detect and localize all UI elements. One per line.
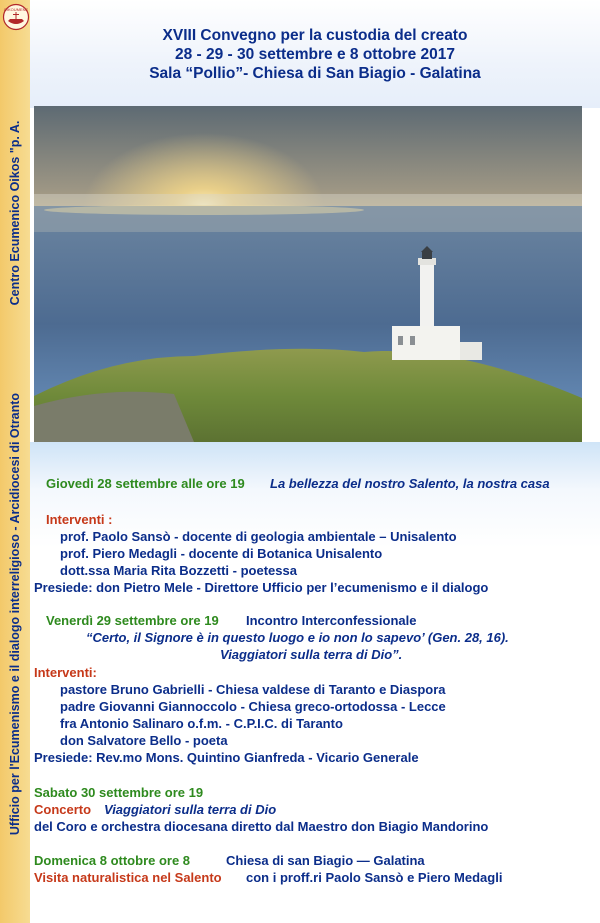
- day1-speakers-label: Interventi :: [46, 512, 113, 527]
- day3-date: Sabato 30 settembre ore 19: [34, 785, 204, 800]
- day3-detail: del Coro e orchestra diocesana diretto dal Maestro don Biagio Mandorino: [34, 819, 489, 834]
- day4-date: Domenica 8 ottobre ore 8: [34, 853, 191, 868]
- day1-date: Giovedì 28 settembre alle ore 19: [46, 476, 245, 491]
- sidebar-banner: [0, 0, 30, 923]
- day2-quote: “Certo, il Signore è in questo luogo e io non lo sapevo’ (Gen. 28, 16).: [86, 630, 509, 645]
- day1-speaker: prof. Paolo Sansò - docente di geologia ambientale – Unisalento: [60, 529, 457, 544]
- day3-label: Concerto: [34, 802, 92, 817]
- logo-text: OIKOUMENE: [3, 7, 29, 12]
- sidebar-text-centro: Centro Ecumenico Oikos "p. A.: [8, 120, 22, 306]
- day1-presides: Presiede: don Pietro Mele - Direttore Ufficio per l’ecumenismo e il dialogo: [34, 580, 489, 595]
- oikoumene-logo: [2, 3, 30, 31]
- day1-title: La bellezza del nostro Salento, la nostra casa: [270, 476, 550, 491]
- day2-quote-subtitle: Viaggiatori sulla terra di Dio”.: [220, 647, 403, 662]
- day4-detail: con i proff.ri Paolo Sansò e Piero Medagli: [246, 870, 503, 885]
- day3-title: Viaggiatori sulla terra di Dio: [104, 802, 277, 817]
- day2-speakers-label: Interventi:: [34, 665, 97, 680]
- day1-speaker: prof. Piero Medagli - docente di Botanica Unisalento: [60, 546, 383, 561]
- day2-date: Venerdì 29 settembre ore 19: [46, 613, 219, 628]
- lighthouse-photo: [34, 106, 582, 442]
- header-venue: Sala “Pollio”- Chiesa di San Biagio - Galatina: [149, 65, 481, 82]
- sidebar-text-ufficio: Ufficio per l'Ecumenismo e il dialogo interreligioso - Arcidiocesi di Otranto: [8, 392, 22, 836]
- day2-title: Incontro Interconfessionale: [246, 613, 417, 628]
- day1-speaker: dott.ssa Maria Rita Bozzetti - poetessa: [60, 563, 297, 578]
- day2-speaker: pastore Bruno Gabrielli - Chiesa valdese di Taranto e Diaspora: [60, 682, 446, 697]
- header-dates: 28 - 29 - 30 settembre e 8 ottobre 2017: [175, 46, 455, 63]
- day2-speaker: padre Giovanni Giannoccolo - Chiesa greco-ortodossa - Lecce: [60, 699, 446, 714]
- day2-speaker: fra Antonio Salinaro o.f.m. - C.P.I.C. di Taranto: [60, 716, 343, 731]
- day4-place: Chiesa di san Biagio — Galatina: [226, 853, 425, 868]
- day2-presides: Presiede: Rev.mo Mons. Quintino Gianfreda - Vicario Generale: [34, 750, 419, 765]
- day4-label: Visita naturalistica nel Salento: [34, 870, 222, 885]
- day2-speaker: don Salvatore Bello - poeta: [60, 733, 228, 748]
- header-title: XVIII Convegno per la custodia del creato: [162, 27, 468, 44]
